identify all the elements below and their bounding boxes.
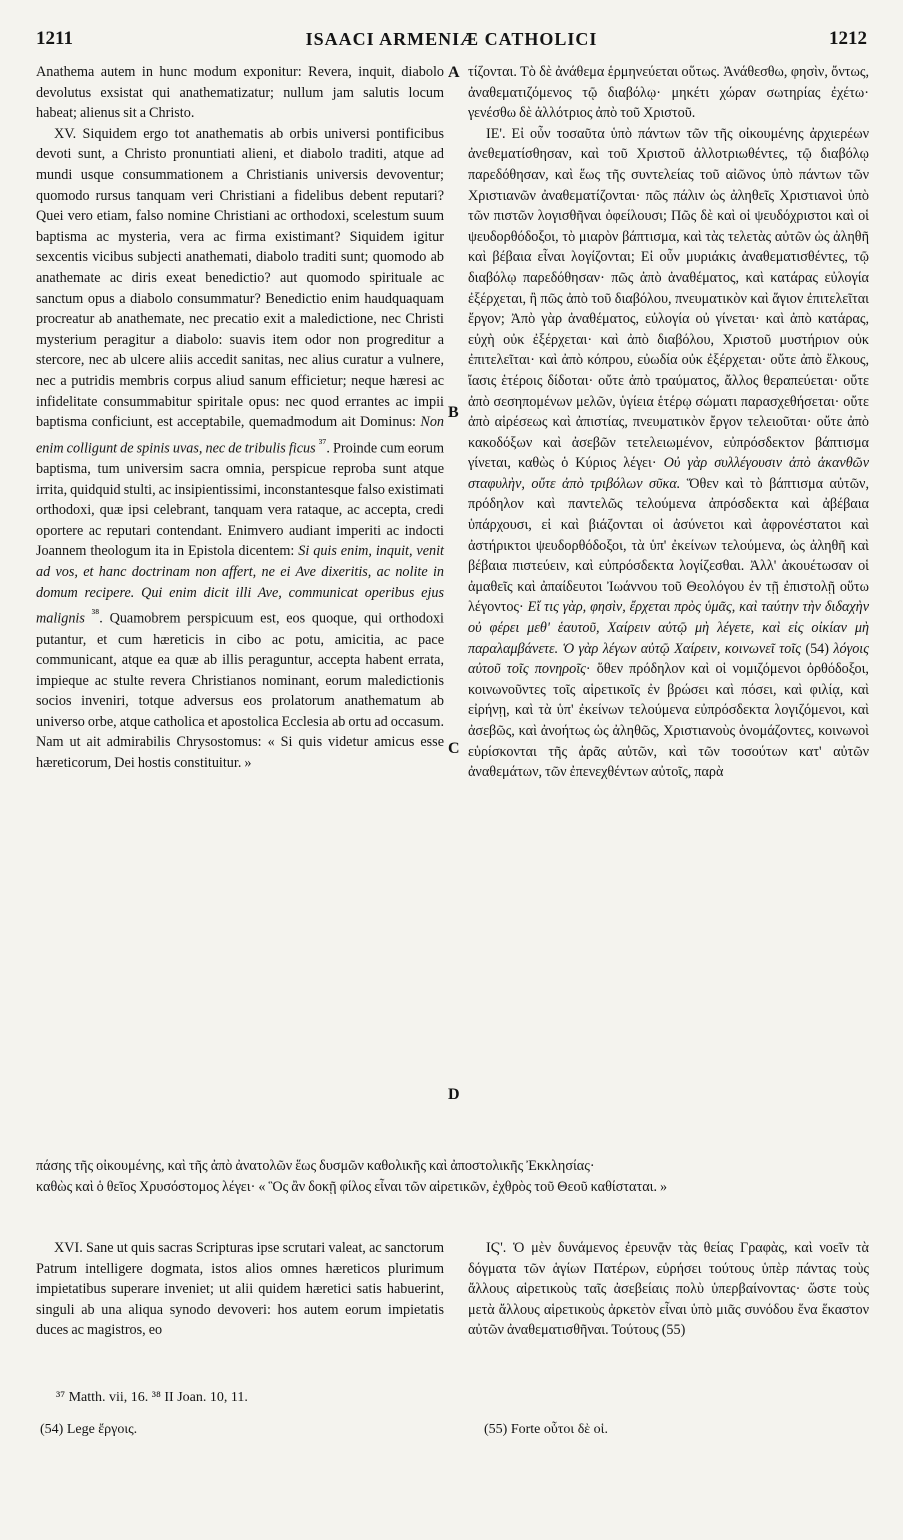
footnote-ref: ³⁷ [318,435,327,450]
scripture-quote: Si quis enim, inquit, venit ad vos, et hanc doctrinam non affert, ne ei Ave dixeritis, ac nolite in domum recipere. Qui enim dicit illi Ave, communicat operibus ejus malignis [36,543,444,627]
page-number-right: 1212 [829,28,867,49]
footnote-54: (54) Lege ἔργοις. [40,1422,138,1437]
scripture-quote: λόγοις αὐτοῦ τοῖς πονηροῖς [468,640,869,678]
scripture-quote: Non enim colligunt de spinis uvas, nec de tribulis ficus [36,414,445,457]
spanning-line: πάσης τῆς οἰκουμένης, καὶ τῆς ἀπὸ ἀνατολῶν ἕως δυσμῶν καθολικῆς καὶ ἀποστολικῆς Ἐκκλησίας· [36,1158,595,1174]
spanning-greek-text [36,1156,869,1197]
greek-paragraph-xvi: ΙϚ'. Ὁ μὲν δυνάμενος ἐρευνᾷν τὰς θείας Γραφὰς, καὶ νοεῖν τὰ δόγματα τῶν ἁγίων Πατέρων, εὑρήσει τούτους ὑπὲρ πάντας τοὺς ἄλλους αἱρετικοὺς ταῖς ἀσεβείαις πολὺ ὑπερβαίνοντας· ὥστε τοὺς μετὰ ἄλλους αἱρετικοὺς ἀρκετὸν εἶναι ὑπὸ μιᾶς συνόδου ἕνα ἕκαστον αὐτῶν ἀναθεματισθῆναι. Τούτους (55) [468,1240,869,1339]
spanning-line: καθὼς καὶ ὁ θεῖος Χρυσόστομος λέγει· « Ὃς ἂν δοκῇ φίλος εἶναι τῶν αἱρετικῶν, ἐχθρὸς τοῦ Θεοῦ καθίσταται. » [36,1178,668,1195]
section-marker-c: C [448,740,460,757]
scripture-quote: Οὐ γὰρ συλλέγουσιν ἀπὸ ἀκανθῶν σταφυλὴν, οὔτε ἀπὸ τριβόλων σῦκα. [468,455,869,492]
latin-paragraph-xv: XV. Siquidem ergo tot anathematis ab orbis universi pontificibus devoti sunt, a Christo pronuntiati alieni, et diabolo traditi, atque ad mundi usque consummationem a Christianis universis devoventur; quomodo rursus tanquam veri Christiani a fidelibus debent reputari? Quei vero etiam, falso nomine Christiani ac orthodoxi, scelestum suum baptisma ac mysteria, vera ac firma existimant? Siquidem igitur sexcentis vicibus subjecti anathemati, diabolo traditi sunt; quomodo ab anathemate ac diris exeat benedictio? aut quomodo spirituale ac sanctum opus a diabolo consummatur? Benedictio enim haudquaquam procreatur ab anathemate, nec precatio exit a maledictione, nec Christi mysterium peragitur a diabolo: suavis item odor non progreditur a stercore, nec ab ulcere aliis accedit sanitas, nec alius curatur a vulnere, nec a putridis membris corpus aliud sanum efficietur; neque hæresi ac infidelitate consummabitur spiritale opus: nec quod errantes ac impii baptisma conficiunt, est acceptabile, quemadmodum ait Dominus: Non enim colligunt de spinis uvas, nec de tribulis ficus $^{^{37}}$. Proinde cum eorum baptisma, tum universim sacra omnia, perspicue reproba sunt atque irrita, quidquid stulti, ac insipientissimi, inconstantesque falso existimati orthodoxi, quæ ipsi celebrant, tanquam vera rataque, ac accepta, credi oportere ac reputari contendant. Enimvero audiant imperiti ac indocti Joannem theologum ita in Epistola dicentem: Si quis enim, inquit, venit ad vos, et hanc doctrinam non affert, ne ei Ave dixeritis, ac nolite in domum recipere. Qui enim dicit illi Ave, communicat operibus ejus malignis $^{^{38}}$. Quamobrem perspicuum est, eos quoque, qui orthodoxi putantur, et cum hæreticis in cibo ac potu, amicitia, ac pace communicant, atque ea quæ ab illis peraguntur, accepta habent errata, impieque ac stulte revera Christianos nominant, eorum maledictionis socios inveniri, totque adversus eos prolatorum anathematum ab universo orbe, atque catholica et apostolica Ecclesia ab ortu ad occasum. Nam ut ait admirabilis Chrysostomus: « Si quis videtur amicus esse hæreticorum, Dei hostis constituitur. » [36,125,445,772]
latin-paragraph-xvi: XVI. Sane ut quis sacras Scripturas ipse scrutari valeat, ac sanctorum Patrum intelligere dogmata, istos alios omnes hæreticos plurimum impietatibus superare inveniet; ut alii quidem hæretici satis habuerint, singuli ab una aliqua synodo devoveri: hos autem eorum impietatis duces ac magistros, eo [36,1240,444,1339]
section-marker-b: B [448,404,459,421]
running-header [36,28,867,58]
section-marker-d: D [448,1086,460,1103]
greek-paragraph-xv: ΙΕ'. Εἰ οὖν τοσαῦτα ὑπὸ πάντων τῶν τῆς οἰκουμένης ἀρχιερέων ἀνεθεματίσθησαν, καὶ τοῦ Χριστοῦ ἀλλοτριωθέντες, τῷ διαβόλῳ παρεδόθησαν, καὶ ἕως τῆς συντελείας τοῦ αἰῶνος ὑπὸ πάντων τῶν Χριστιανῶν ἀναθεματίζονται· πῶς πάλιν ὡς ἀληθεῖς Χριστιανοὶ ὑπὸ τῶν πιστῶν λογισθῆναι ὀφείλουσι; Πῶς δὲ καὶ οἱ ψευδόχριστοι καὶ οἱ ψευδορθόδοξοι, τὸ μιαρὸν βάπτισμα, καὶ τὰς τελετὰς αὐτῶν ὡς ἀληθῆ καὶ βέβαια εἶναι λογίζονται; Εἰ οὖν μυριάκις ἀναθεματισθέντες, τῷ διαβόλῳ παρεδόθησαν· πῶς ἀπὸ ἀναθέματος, καὶ κατάρας εὐλογία ἐξέρχεται, ἢ πῶς ἀπὸ τοῦ διαβόλου, πνευματικὸν καὶ ἅγιον ἐπιτελεῖται ἔργον; Ἀπὸ γὰρ ἀναθέματος, εὐλογία οὐ γίνεται· καὶ ἀπὸ κατάρας, εὐχὴ οὐκ ἐξέρχεται· καὶ ἀπὸ διαβόλου, Χριστοῦ μυστήριον οὐκ ἐπιτελεῖται· καὶ ἀπὸ κόπρου, εὐωδία οὐκ ἐξέρχεται· οὔτε ἀπὸ ἕλκους, ἴασις ἑτέροις δίδοται· οὔτε ἀπὸ τραύματος, ἄλλος θεραπεύεται· οὔτε ἀπὸ σεσηπομένων μελῶν, ὑγίεια ἑτέρῳ σώματι παρασχεθήσεται· οὔτε ἀπὸ αἱρέσεως καὶ ἀπιστίας, πνευματικὸν ἔργον τελειοῦται· οὔτε ἀπὸ κακοδόξων καὶ ἀσεβῶν τετελειωμένον, εὐπρόσδεκτον βάπτισμα γίνεται, καθὼς ὁ Κύριος λέγει· Οὐ γὰρ συλλέγουσιν ἀπὸ ἀκανθῶν σταφυλὴν, οὔτε ἀπὸ τριβόλων σῦκα. Ὅθεν καὶ τὸ βάπτισμα αὐτῶν, πρόδηλον καὶ παντελῶς τελούμενα ἀπρόσδεκτα καὶ ἀβέβαια ὑπάρχουσι, εἰ καὶ βιάζονται οἱ ἀσύνετοι καὶ ἀφρονέστατοι καὶ ἀστήρικτοι ψευδορθόδοξοι, τὰ ὑπ' ἐκείνων τελούμενα, ὡς ἀληθῆ καὶ βέβαια πιστεύειν, καὶ εὐπρόσδεκτα λογίζεσθαι. Ἀλλ' ἀκουέτωσαν οἱ ἀμαθεῖς καὶ ἀπαίδευτοι Ἰωάννου τοῦ Θεολόγου ἐν τῇ ἐπιστολῇ οὕτω λέγοντος· Εἴ τις γὰρ, φησὶν, ἔρχεται πρὸς ὑμᾶς, καὶ ταύτην τὴν διδαχὴν οὐ φέρει μεθ' ἑαυτοῦ, Χαίρειν αὐτῷ μὴ λέγετε, καὶ εἰς οἰκίαν μὴ παραλαμβάνετε. Ὁ γὰρ λέγων αὐτῷ Χαίρειν, κοινωνεῖ τοῖς (54) λόγοις αὐτοῦ τοῖς πονηροῖς· ὅθεν πρόδηλον καὶ οἱ νομιζόμενοι ὀρθόδοξοι, κοινωνοῦντες τοῖς αἱρετικοῖς ἐν βρώσει καὶ πόσει, καὶ φιλίᾳ, καὶ εἰρήνῃ, καὶ τὰ ὑπ' ἐκείνων τελούμενα εὐπρόσδεκτα λογιζόμενοι, καὶ ἀσεβῶς, καὶ ἀνοήτως ὡς ἀληθῶς, Χριστιανοὺς ὀνομάζοντες, κοινωνοὶ εὑρίσκονται τῆς ἀρᾶς αὐτῶν, καὶ τῶν τοσούτων κατ' αὐτῶν ἀναθεμάτων, τῶν ἐπενεχθέντων αὐτοῖς, παρὰ [468,125,869,781]
greek-paragraph-intro: τίζονται. Τὸ δὲ ἀνάθεμα ἑρμηνεύεται οὕτως. Ἀνάθεσθω, φησὶν, ὄντως, ἀναθεματιζόμενος τῷ διαβόλῳ· μηκέτι χώραν σωτηρίας ἐχέτω· γενέσθω δὲ ἀλλότριος ἀπὸ τοῦ Χριστοῦ. [468,64,869,122]
greek-column-lower [468,1238,869,1341]
page-number-left: 1211 [36,28,73,49]
scripture-quote: Εἴ τις γὰρ, φησὶν, ἔρχεται πρὸς ὑμᾶς, καὶ ταύτην τὴν διδαχὴν οὐ φέρει μεθ' ἑαυτοῦ, Χαίρειν αὐτῷ μὴ λέγετε, καὶ εἰς οἰκίαν μὴ παραλαμβάνετε. Ὁ γὰρ λέγων αὐτῷ Χαίρειν, κοινωνεῖ τοῖς [468,599,869,657]
footnote-ref: ³⁸ [91,606,100,621]
section-marker-a: A [448,64,460,81]
running-title: ISAACI ARMENIÆ CATHOLICI [305,29,598,49]
latin-column [36,62,444,774]
greek-column [468,62,869,783]
latin-column-lower [36,1238,444,1341]
scripture-footnotes: ³⁷ Matth. vii, 16. ³⁸ II Joan. 10, 11. [56,1390,248,1405]
footnote-55: (55) Forte οὗτοι δὲ οἱ. [484,1422,608,1437]
footnote-ref: (54) [801,640,834,657]
latin-paragraph-intro: Anathema autem in hunc modum exponitur: Revera, inquit, diabolo devolutus exsistat qui anathematizatur; nullum jam salutis locum habeat; alienus sit a Christo. [36,64,444,122]
